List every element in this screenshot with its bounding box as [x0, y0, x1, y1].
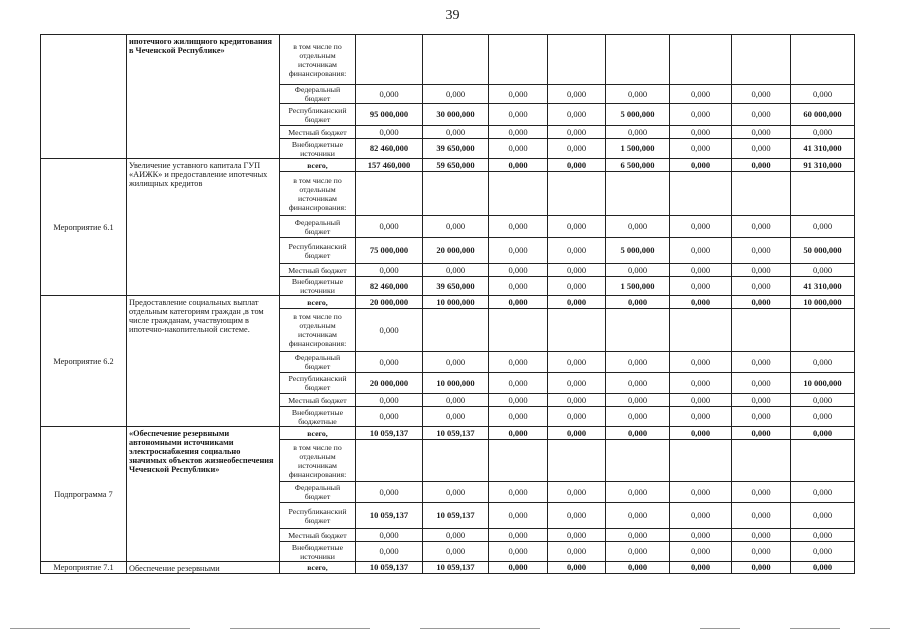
- amount-cell: 0,000: [606, 529, 670, 542]
- amount-cell: 0,000: [732, 352, 791, 373]
- amount-cell: 0,000: [732, 277, 791, 296]
- amount-cell: 0,000: [670, 126, 732, 139]
- section-name: Увеличение уставного капитала ГУП «АИЖК» и предоставление ипотечных жилищных кредитов: [127, 159, 280, 296]
- funding-source: Внебюджетные источники: [280, 277, 356, 296]
- table-row: [41, 427, 855, 440]
- amount-cell: [423, 35, 489, 85]
- amount-cell: 0,000: [423, 264, 489, 277]
- amount-cell: 0,000: [732, 238, 791, 264]
- amount-cell: [356, 35, 423, 85]
- amount-cell: 0,000: [606, 394, 670, 407]
- amount-cell: 0,000: [548, 277, 606, 296]
- amount-cell: 0,000: [356, 482, 423, 503]
- amount-cell: 50 000,000: [791, 238, 855, 264]
- amount-cell: 0,000: [548, 427, 606, 440]
- funding-source: Внебюджетные бюджетные: [280, 407, 356, 427]
- amount-cell: 0,000: [489, 482, 548, 503]
- amount-cell: 10 059,137: [423, 427, 489, 440]
- amount-cell: 0,000: [791, 407, 855, 427]
- amount-cell: 0,000: [791, 264, 855, 277]
- amount-cell: 39 650,000: [423, 139, 489, 159]
- amount-cell: 0,000: [732, 503, 791, 529]
- funding-source: всего,: [280, 296, 356, 309]
- amount-cell: 0,000: [423, 126, 489, 139]
- amount-cell: 0,000: [356, 264, 423, 277]
- amount-cell: 0,000: [791, 85, 855, 104]
- amount-cell: 10 059,137: [423, 503, 489, 529]
- amount-cell: 0,000: [548, 85, 606, 104]
- amount-cell: [606, 35, 670, 85]
- amount-cell: [548, 35, 606, 85]
- amount-cell: 0,000: [489, 562, 548, 574]
- amount-cell: 0,000: [548, 503, 606, 529]
- amount-cell: 0,000: [670, 277, 732, 296]
- amount-cell: 0,000: [489, 542, 548, 562]
- amount-cell: 0,000: [356, 407, 423, 427]
- funding-source: Местный бюджет: [280, 126, 356, 139]
- amount-cell: [423, 309, 489, 352]
- amount-cell: 0,000: [732, 407, 791, 427]
- amount-cell: 0,000: [732, 159, 791, 172]
- funding-source: Республиканский бюджет: [280, 238, 356, 264]
- amount-cell: 0,000: [489, 296, 548, 309]
- amount-cell: 10 000,000: [423, 296, 489, 309]
- amount-cell: 0,000: [548, 542, 606, 562]
- amount-cell: 0,000: [670, 159, 732, 172]
- amount-cell: 0,000: [489, 529, 548, 542]
- amount-cell: 0,000: [489, 238, 548, 264]
- amount-cell: 0,000: [489, 159, 548, 172]
- amount-cell: 0,000: [606, 562, 670, 574]
- amount-cell: 20 000,000: [423, 238, 489, 264]
- amount-cell: 59 650,000: [423, 159, 489, 172]
- amount-cell: 0,000: [670, 216, 732, 238]
- amount-cell: 5 000,000: [606, 104, 670, 126]
- amount-cell: [548, 172, 606, 216]
- amount-cell: 10 059,137: [356, 503, 423, 529]
- amount-cell: 0,000: [606, 216, 670, 238]
- amount-cell: [548, 440, 606, 482]
- amount-cell: 0,000: [791, 542, 855, 562]
- amount-cell: 0,000: [670, 373, 732, 394]
- funding-source: Федеральный бюджет: [280, 216, 356, 238]
- amount-cell: 0,000: [423, 482, 489, 503]
- section-label: Подпрограмма 7: [41, 427, 127, 562]
- amount-cell: 0,000: [670, 238, 732, 264]
- section-label: Мероприятие 6.1: [41, 159, 127, 296]
- funding-source: Федеральный бюджет: [280, 482, 356, 503]
- amount-cell: 0,000: [732, 104, 791, 126]
- amount-cell: 0,000: [356, 542, 423, 562]
- amount-cell: 0,000: [489, 394, 548, 407]
- amount-cell: [791, 309, 855, 352]
- funding-source: Внебюджетные источники: [280, 139, 356, 159]
- amount-cell: 0,000: [489, 264, 548, 277]
- amount-cell: 0,000: [606, 482, 670, 503]
- amount-cell: 0,000: [356, 216, 423, 238]
- amount-cell: 10 000,000: [423, 373, 489, 394]
- amount-cell: 91 310,000: [791, 159, 855, 172]
- amount-cell: 75 000,000: [356, 238, 423, 264]
- amount-cell: 0,000: [670, 85, 732, 104]
- amount-cell: 20 000,000: [356, 296, 423, 309]
- funding-source: всего,: [280, 427, 356, 440]
- amount-cell: 0,000: [732, 85, 791, 104]
- amount-cell: 0,000: [489, 139, 548, 159]
- amount-cell: 0,000: [791, 503, 855, 529]
- amount-cell: 60 000,000: [791, 104, 855, 126]
- funding-source: Республиканский бюджет: [280, 503, 356, 529]
- section-label: Мероприятие 7.1: [41, 562, 127, 574]
- amount-cell: 0,000: [548, 482, 606, 503]
- section-name: Обеспечение резервными: [127, 562, 280, 574]
- table-row: [41, 562, 855, 574]
- amount-cell: 0,000: [670, 407, 732, 427]
- amount-cell: 10 059,137: [423, 562, 489, 574]
- amount-cell: 0,000: [732, 126, 791, 139]
- amount-cell: 0,000: [548, 562, 606, 574]
- amount-cell: 10 059,137: [356, 562, 423, 574]
- amount-cell: [791, 172, 855, 216]
- amount-cell: 0,000: [489, 407, 548, 427]
- budget-table: [40, 34, 855, 574]
- amount-cell: 0,000: [356, 126, 423, 139]
- amount-cell: 0,000: [423, 407, 489, 427]
- amount-cell: 0,000: [670, 529, 732, 542]
- amount-cell: 39 650,000: [423, 277, 489, 296]
- amount-cell: 0,000: [548, 394, 606, 407]
- amount-cell: [423, 172, 489, 216]
- amount-cell: 0,000: [548, 238, 606, 264]
- amount-cell: [791, 440, 855, 482]
- amount-cell: [732, 440, 791, 482]
- amount-cell: 0,000: [791, 482, 855, 503]
- amount-cell: 0,000: [548, 126, 606, 139]
- amount-cell: 0,000: [356, 394, 423, 407]
- amount-cell: 0,000: [423, 394, 489, 407]
- amount-cell: 0,000: [423, 529, 489, 542]
- funding-source: Республиканский бюджет: [280, 373, 356, 394]
- table-row: [41, 35, 855, 85]
- amount-cell: 0,000: [732, 562, 791, 574]
- amount-cell: 0,000: [423, 352, 489, 373]
- amount-cell: 95 000,000: [356, 104, 423, 126]
- amount-cell: 1 500,000: [606, 277, 670, 296]
- funding-source: Внебюджетные источники: [280, 542, 356, 562]
- amount-cell: 10 000,000: [791, 373, 855, 394]
- amount-cell: 0,000: [732, 216, 791, 238]
- amount-cell: 82 460,000: [356, 139, 423, 159]
- funding-source: Местный бюджет: [280, 394, 356, 407]
- amount-cell: 0,000: [548, 216, 606, 238]
- amount-cell: 0,000: [548, 373, 606, 394]
- amount-cell: 0,000: [489, 85, 548, 104]
- scan-noise: [0, 628, 905, 634]
- amount-cell: 0,000: [423, 216, 489, 238]
- funding-source: Республиканский бюджет: [280, 104, 356, 126]
- section-name: Предоставление социальных выплат отдельным категориям граждан ,в том числе гражданам, участвующим в ипотечно-накопительной системе.: [127, 296, 280, 427]
- amount-cell: 0,000: [489, 277, 548, 296]
- amount-cell: 0,000: [670, 104, 732, 126]
- amount-cell: 0,000: [606, 296, 670, 309]
- amount-cell: 0,000: [670, 562, 732, 574]
- amount-cell: 0,000: [732, 394, 791, 407]
- amount-cell: 0,000: [791, 427, 855, 440]
- amount-cell: 0,000: [670, 264, 732, 277]
- amount-cell: 0,000: [548, 352, 606, 373]
- amount-cell: 0,000: [791, 529, 855, 542]
- amount-cell: 0,000: [606, 427, 670, 440]
- amount-cell: 0,000: [548, 264, 606, 277]
- amount-cell: 82 460,000: [356, 277, 423, 296]
- amount-cell: [606, 440, 670, 482]
- amount-cell: [356, 172, 423, 216]
- funding-source: в том числе по отдельным источникам финансирования:: [280, 172, 356, 216]
- amount-cell: 10 059,137: [356, 427, 423, 440]
- amount-cell: [732, 172, 791, 216]
- funding-source: Местный бюджет: [280, 529, 356, 542]
- amount-cell: 0,000: [791, 216, 855, 238]
- amount-cell: 0,000: [489, 352, 548, 373]
- table-row: [41, 296, 855, 309]
- amount-cell: [489, 309, 548, 352]
- amount-cell: 20 000,000: [356, 373, 423, 394]
- amount-cell: 0,000: [548, 529, 606, 542]
- amount-cell: [423, 440, 489, 482]
- amount-cell: 0,000: [732, 139, 791, 159]
- table-row: [41, 159, 855, 172]
- funding-source: в том числе по отдельным источникам финансирования:: [280, 309, 356, 352]
- amount-cell: [732, 35, 791, 85]
- amount-cell: [670, 309, 732, 352]
- amount-cell: 41 310,000: [791, 139, 855, 159]
- amount-cell: 0,000: [732, 542, 791, 562]
- amount-cell: [670, 35, 732, 85]
- amount-cell: 6 500,000: [606, 159, 670, 172]
- amount-cell: 0,000: [606, 85, 670, 104]
- amount-cell: 0,000: [423, 85, 489, 104]
- amount-cell: [732, 309, 791, 352]
- section-name: ипотечного жилищного кредитования в Чеченской Республике»: [127, 35, 280, 159]
- funding-source: в том числе по отдельным источникам финансирования:: [280, 35, 356, 85]
- amount-cell: 0,000: [791, 394, 855, 407]
- amount-cell: 0,000: [732, 529, 791, 542]
- amount-cell: 0,000: [670, 139, 732, 159]
- funding-source: всего,: [280, 159, 356, 172]
- amount-cell: 0,000: [670, 482, 732, 503]
- amount-cell: [606, 309, 670, 352]
- amount-cell: [356, 440, 423, 482]
- funding-source: в том числе по отдельным источникам финансирования:: [280, 440, 356, 482]
- amount-cell: 1 500,000: [606, 139, 670, 159]
- amount-cell: 0,000: [489, 126, 548, 139]
- amount-cell: 0,000: [606, 352, 670, 373]
- funding-source: всего,: [280, 562, 356, 574]
- amount-cell: 0,000: [670, 352, 732, 373]
- amount-cell: 0,000: [489, 427, 548, 440]
- amount-cell: 0,000: [548, 296, 606, 309]
- amount-cell: 0,000: [489, 104, 548, 126]
- amount-cell: 0,000: [356, 352, 423, 373]
- section-label: [41, 35, 127, 159]
- amount-cell: 0,000: [489, 503, 548, 529]
- amount-cell: 0,000: [670, 542, 732, 562]
- amount-cell: 0,000: [548, 104, 606, 126]
- amount-cell: 0,000: [670, 503, 732, 529]
- amount-cell: 0,000: [670, 427, 732, 440]
- amount-cell: 41 310,000: [791, 277, 855, 296]
- section-name: «Обеспечение резервными автономными источниками электроснабжения социально значимых объектов жизнеобеспечения Чеченской Республики»: [127, 427, 280, 562]
- amount-cell: 0,000: [791, 126, 855, 139]
- amount-cell: 30 000,000: [423, 104, 489, 126]
- page-number: 39: [445, 8, 460, 23]
- amount-cell: [670, 172, 732, 216]
- amount-cell: 0,000: [548, 139, 606, 159]
- amount-cell: 0,000: [670, 296, 732, 309]
- amount-cell: 0,000: [670, 394, 732, 407]
- amount-cell: 0,000: [732, 427, 791, 440]
- amount-cell: 0,000: [732, 482, 791, 503]
- section-label: Мероприятие 6.2: [41, 296, 127, 427]
- amount-cell: 0,000: [606, 264, 670, 277]
- amount-cell: [489, 440, 548, 482]
- amount-cell: 0,000: [606, 503, 670, 529]
- funding-source: Федеральный бюджет: [280, 352, 356, 373]
- amount-cell: 0,000: [489, 373, 548, 394]
- amount-cell: 0,000: [548, 407, 606, 427]
- amount-cell: [548, 309, 606, 352]
- amount-cell: 5 000,000: [606, 238, 670, 264]
- amount-cell: 0,000: [791, 352, 855, 373]
- amount-cell: [606, 172, 670, 216]
- amount-cell: 0,000: [732, 296, 791, 309]
- amount-cell: [489, 35, 548, 85]
- amount-cell: 10 000,000: [791, 296, 855, 309]
- funding-source: Федеральный бюджет: [280, 85, 356, 104]
- amount-cell: 0,000: [732, 264, 791, 277]
- amount-cell: 0,000: [356, 309, 423, 352]
- amount-cell: 0,000: [423, 542, 489, 562]
- amount-cell: 0,000: [606, 126, 670, 139]
- amount-cell: [489, 172, 548, 216]
- funding-source: Местный бюджет: [280, 264, 356, 277]
- amount-cell: 0,000: [791, 562, 855, 574]
- amount-cell: 0,000: [732, 373, 791, 394]
- amount-cell: 0,000: [606, 407, 670, 427]
- amount-cell: 0,000: [548, 159, 606, 172]
- amount-cell: 0,000: [606, 373, 670, 394]
- amount-cell: 0,000: [356, 529, 423, 542]
- amount-cell: 0,000: [356, 85, 423, 104]
- amount-cell: [791, 35, 855, 85]
- amount-cell: [670, 440, 732, 482]
- amount-cell: 0,000: [489, 216, 548, 238]
- amount-cell: 0,000: [606, 542, 670, 562]
- amount-cell: 157 460,000: [356, 159, 423, 172]
